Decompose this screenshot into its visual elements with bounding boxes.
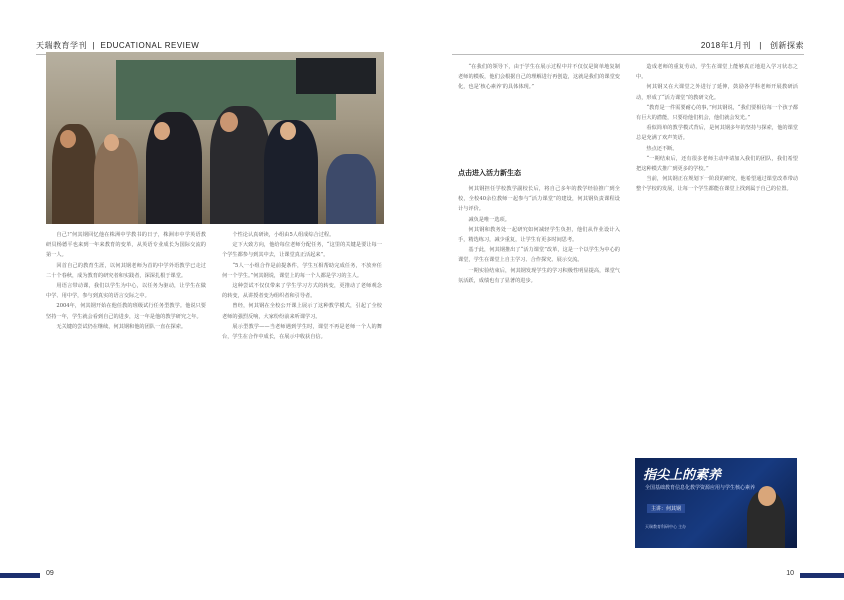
classroom-photo [46, 52, 384, 224]
paragraph: 定下大致方向，他给每位老师分配任务，“这里的关键是要让每一个学生都参与到其中去，让课堂真正活起来”。 [222, 242, 382, 259]
paragraph: 回首自己的教育生涯，以何其钢老师为首的中学外语教学已走过二十个春秋，成为教育的研究者和实践者，深深扎根于课堂。 [46, 262, 206, 279]
paragraph: “5人一小组合作是前提条件，学生互相帮助完成任务，不放弃任何一个学生。”何其钢说，课堂上的每一个人都是学习的主人。 [222, 262, 382, 279]
paragraph: 用语言带动课，我们以学生为中心，以任务为驱动，让学生在做中学、用中学，参与到真实的语言交际之中。 [46, 283, 206, 300]
promo-host: 主讲：何其钢 [647, 504, 685, 513]
paragraph: 自己!”何其钢回忆他在株洲中学教书的日子，株洲市中学英语教研员杨德平也来到一年来教育的变革，从英语专业成长为国际交流的第一人。 [46, 232, 206, 259]
video-promo-image [635, 458, 797, 548]
paragraph: 曾经，何其钢在全校公开课上展示了这种教学模式，引起了全校老师的强烈反响，大家纷纷前来听课学习。 [222, 303, 382, 320]
right-column-2 [636, 62, 798, 452]
issue-date: 2018年1月刊 [700, 41, 752, 50]
paragraph: “教育是一件需要耐心的事，”何其钢说，“我们要相信每一个孩子都有巨大的潜能，只要给他们机会，他们就会发光。” [636, 104, 798, 122]
footer-accent-bar [800, 573, 844, 578]
section-heading: 点击进入活力新生态 [458, 170, 521, 177]
paragraph: 这种尝试不仅仅带来了学生学习方式的转变，更推动了老师观念的转变，从讲授者变为组织者和引导者。 [222, 283, 382, 300]
paragraph: 看似简单的教学模式背后，是何其钢多年的坚持与探索，他的课堂总是充满了欢声笑语。 [636, 125, 798, 142]
paragraph: 何其钢担任学校教学副校长后，将自己多年的教学经验推广到全校，全校40余位教师一起参与“活力课堂”的建设，何其钢负责课程设计与评价。 [458, 186, 620, 213]
header-separator: | [89, 41, 98, 50]
page-number: 09 [46, 570, 54, 577]
paragraph: 当前，何其钢正在规划下一阶段的研究，他希望通过课堂改革带动整个学校的发展，让每一个学生都能在课堂上找到属于自己的位置。 [636, 176, 798, 193]
journal-title-cn: 天瑞教育学刊 [36, 41, 87, 50]
paragraph: 造成老师的重复劳动，学生在课堂上能够真正地进入学习状态之中。 [636, 64, 798, 81]
paragraph: 减负是唯一选项。 [468, 216, 510, 223]
paragraph: 热点还不断。 [646, 145, 678, 152]
column-name: 创新探索 [770, 41, 804, 50]
page-number: 10 [786, 570, 794, 577]
classroom-screen [296, 58, 376, 94]
paragraph: “一期结束后，还有很多老师主动申请加入我们的团队，我们希望把这种模式推广到更多的学校。” [636, 155, 798, 173]
running-header-right [452, 40, 804, 55]
paragraph: 个性论认真研读，小组由5人组成综合过程。 [232, 232, 335, 238]
footer-left [36, 570, 384, 580]
paragraph: 一期实验结束后，何其钢发现学生的学习积极性明显提高，课堂气氛活跃，成绩也有了显著的进步。 [458, 267, 620, 284]
paragraph: 展示型教学——当老师遇到学生时，课堂不再是老师一个人的舞台，学生在合作中成长，在展示中收获自信。 [222, 323, 382, 341]
header-separator: | [753, 41, 768, 50]
paragraph: “在我们的领导下，由于学生在展示过程中并不仅仅是简单地复制老师的模板，他们会根据自己的理解进行再创造，这就是我们的课堂变化，也是‘核心素养’的具体体现。” [458, 64, 620, 91]
promo-subtitle: 全国基础教育信息化教学资源应用与学生核心素养 [645, 485, 756, 491]
paragraph: 无关键的尝试仍在继续，何其钢和他的团队一直在探索。 [56, 323, 187, 330]
left-column-1 [46, 230, 206, 574]
paragraph: 2004年，何其钢开始在他任教的班级试行任务型教学。他说只要坚持一年，学生就会看到自己的进步，这一年是他的教学研究之年。 [46, 303, 206, 320]
footer-right [452, 570, 804, 580]
right-page [452, 40, 804, 580]
paragraph: 何其钢又在大课堂之外进行了延伸，鼓励各学科老师开展教研活动，形成了“活力课堂”的教研文化。 [636, 84, 798, 101]
left-column-2 [222, 230, 382, 574]
right-column-1 [458, 184, 620, 554]
promo-title: 指尖上的素养 [643, 467, 722, 482]
speaker-face [758, 486, 776, 506]
promo-organizer: 天瑞教育科研中心 主办 [645, 524, 687, 529]
journal-title-en: EDUCATIONAL REVIEW [100, 41, 200, 50]
paragraph: 何其钢和教务处一起研究如何减轻学生负担，他们从作业设计入手，精选练习，减少重复，让学生有更多时间思考。 [458, 226, 620, 244]
footer-accent-bar [0, 573, 40, 578]
paragraph: 基于此，何其钢推出了“活力课堂”改革，这是一个以学生为中心的课堂，学生在课堂上自主学习、合作探究、展示交流。 [458, 247, 620, 264]
right-column-1-top [458, 62, 620, 172]
left-page [36, 40, 384, 580]
